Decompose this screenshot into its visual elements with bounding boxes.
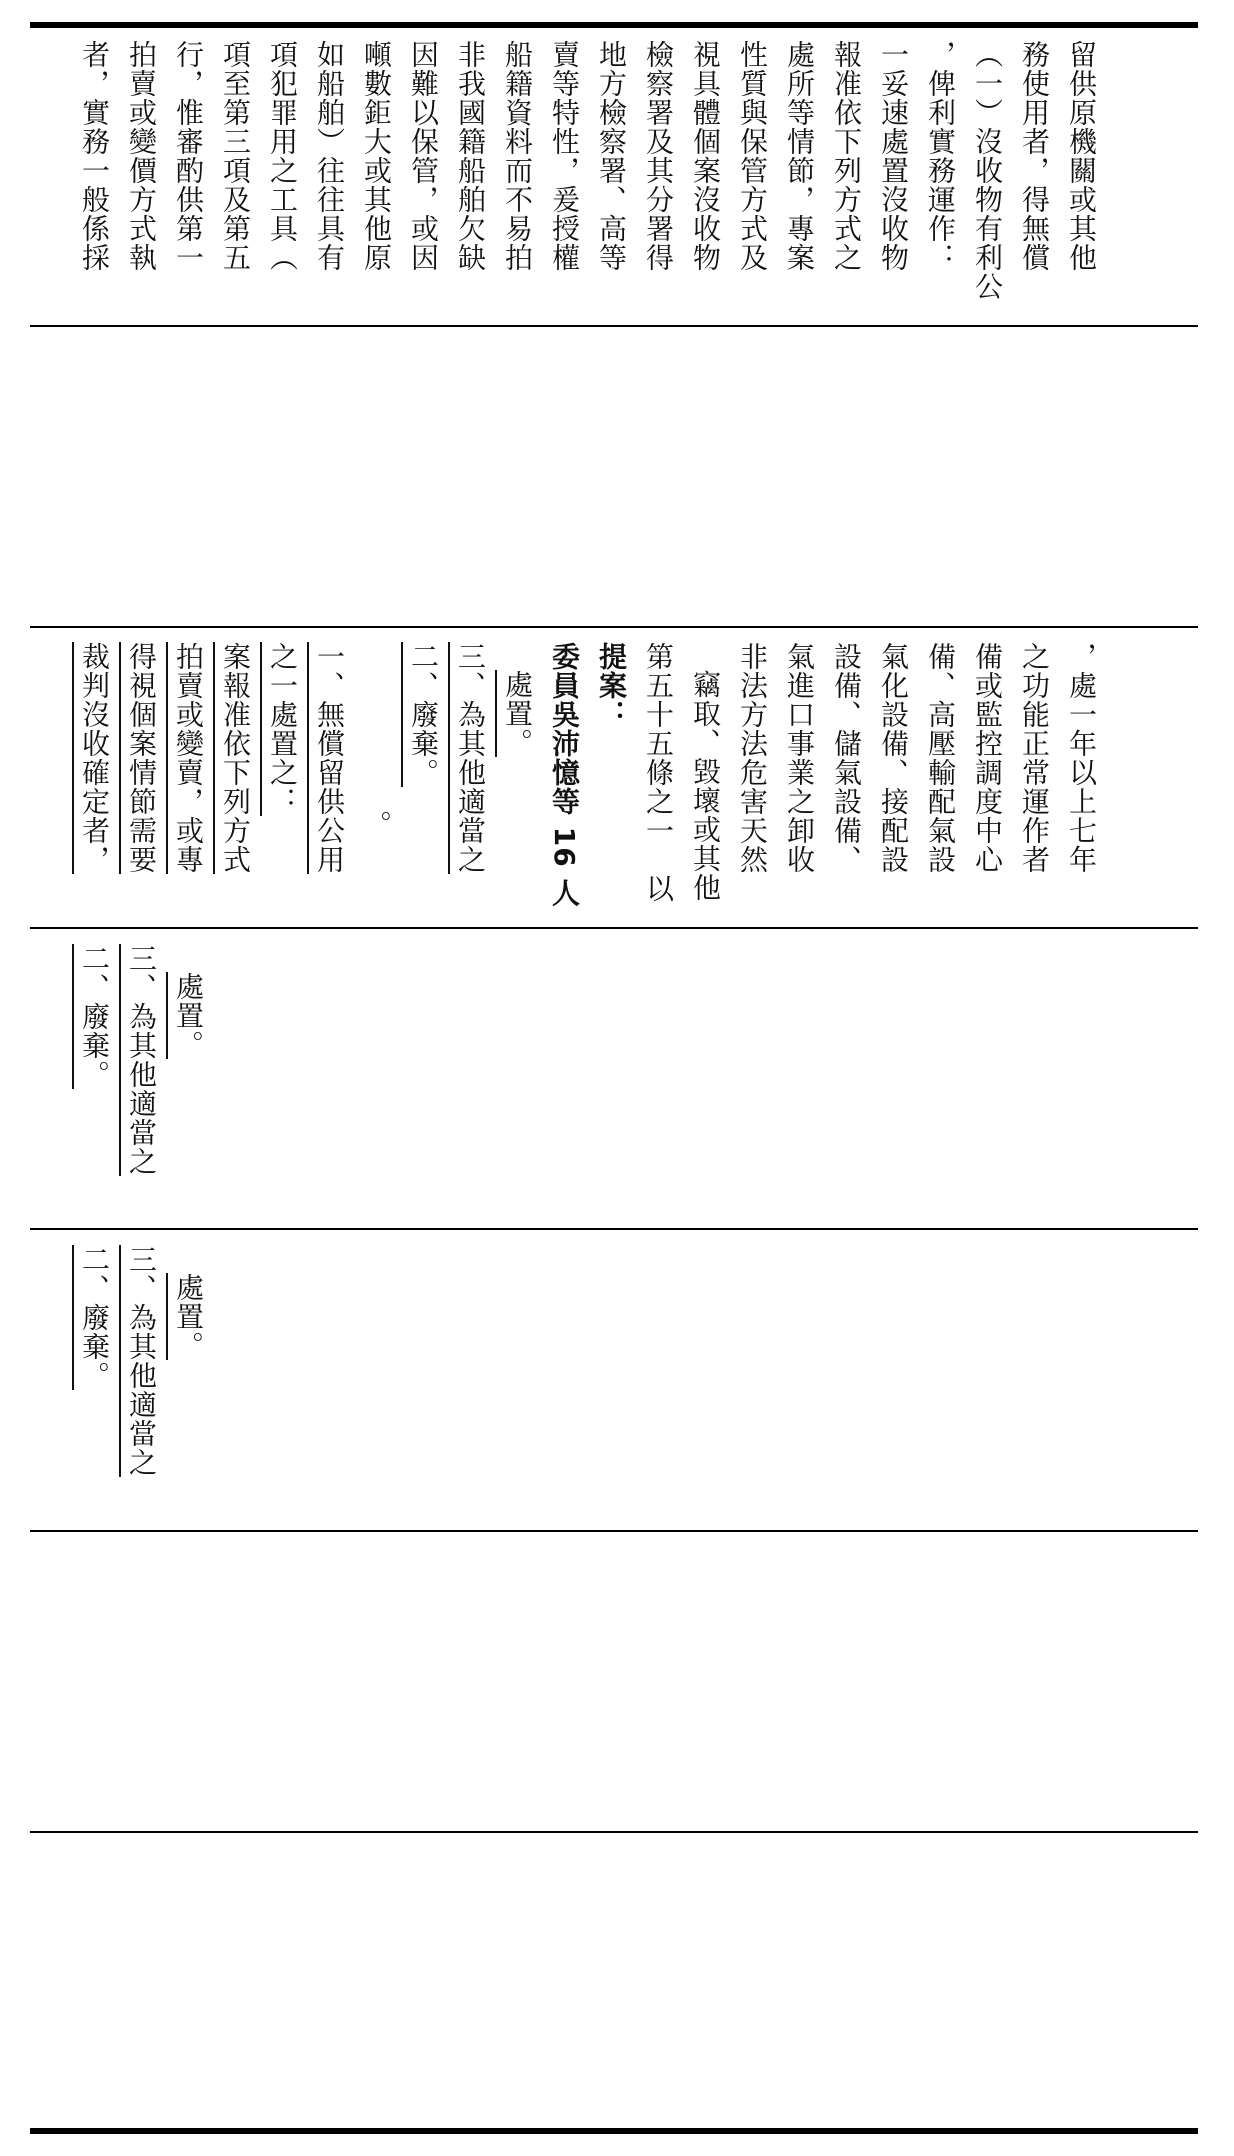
text-line: 處置。 xyxy=(501,670,534,757)
text-line: 非我國籍船舶欠缺 xyxy=(454,40,487,272)
text-line: 二、廢棄。 xyxy=(407,642,440,787)
text-line: 賣等特性，爰授權 xyxy=(548,40,581,272)
text-line: 之功能正常運作者 xyxy=(1018,642,1051,874)
text-line: 性質與保管方式及 xyxy=(736,40,769,272)
text-line: 因難以保管，或因 xyxy=(407,40,440,272)
text-line: ，俾利實務運作： xyxy=(924,40,957,272)
text-line: 項至第三項及第五 xyxy=(219,40,252,272)
row-divider-1 xyxy=(30,325,1198,327)
text-line: 二、廢棄。 xyxy=(78,944,111,1089)
text-line: 留供原機關或其他 xyxy=(1065,40,1098,272)
text-line: 設備、儲氣設備、 xyxy=(830,642,863,874)
text-line: 之一處置之： xyxy=(266,642,299,816)
text-line: 處所等情節，專案 xyxy=(783,40,816,272)
text-line: 報准依下列方式之 xyxy=(830,40,863,272)
text-line: 行，惟審酌供第一 xyxy=(172,40,205,272)
text-line: 船籍資料而不易拍 xyxy=(501,40,534,272)
text-line: 第五十五條之一 以 xyxy=(642,642,675,903)
text-line: 得視個案情節需要 xyxy=(125,642,158,874)
text-line: 檢察署及其分署得 xyxy=(642,40,675,272)
text-line: ，處一年以上七年 xyxy=(1065,642,1098,874)
bottom-rule xyxy=(30,2128,1198,2134)
row-divider-2 xyxy=(30,626,1198,628)
text-line: 一妥速處置沒收物 xyxy=(877,40,910,272)
text-line: 拍賣或變賣，或專 xyxy=(172,642,205,874)
text-line: 地方檢察署、高等 xyxy=(595,40,628,272)
text-line: 氣進口事業之卸收 xyxy=(783,642,816,874)
text-line: 。 xyxy=(360,810,393,839)
proposal-label: 提案： xyxy=(595,642,628,729)
text-line: 備、高壓輸配氣設 xyxy=(924,642,957,874)
text-line: 非法方法危害天然 xyxy=(736,642,769,874)
text-line: 者，實務一般係採 xyxy=(78,40,111,272)
text-line: 視具體個案沒收物 xyxy=(689,40,722,272)
row-divider-3 xyxy=(30,927,1198,929)
text-line: 拍賣或變價方式執 xyxy=(125,40,158,272)
text-line: 如船舶）往往具有 xyxy=(313,40,346,272)
text-line: 一、無償留供公用 xyxy=(313,642,346,874)
text-line: 二、廢棄。 xyxy=(78,1245,111,1390)
text-line: 三、為其他適當之 xyxy=(125,944,158,1176)
row-divider-6 xyxy=(30,1831,1198,1833)
text-line: 處置。 xyxy=(172,1273,205,1360)
text-line: 項犯罪用之工具（ xyxy=(266,40,299,272)
text-line: 三、為其他適當之 xyxy=(125,1245,158,1477)
proposer-heading: 委員吳沛憶等 16 人 xyxy=(548,642,581,908)
text-line: 備或監控調度中心 xyxy=(971,642,1004,874)
text-line: 裁判沒收確定者， xyxy=(78,642,111,874)
text-line: 竊取、毀壞或其他 xyxy=(689,670,722,902)
text-line: （一）沒收物有利公 xyxy=(971,40,1004,301)
text-line: 氣化設備、接配設 xyxy=(877,642,910,874)
row-divider-5 xyxy=(30,1530,1198,1532)
text-line: 噸數鉅大或其他原 xyxy=(360,40,393,272)
text-line: 務使用者，得無償 xyxy=(1018,40,1051,272)
top-rule xyxy=(30,22,1198,28)
text-line: 案報准依下列方式 xyxy=(219,642,252,874)
text-line: 處置。 xyxy=(172,972,205,1059)
row-divider-4 xyxy=(30,1228,1198,1230)
text-line: 三、為其他適當之 xyxy=(454,642,487,874)
